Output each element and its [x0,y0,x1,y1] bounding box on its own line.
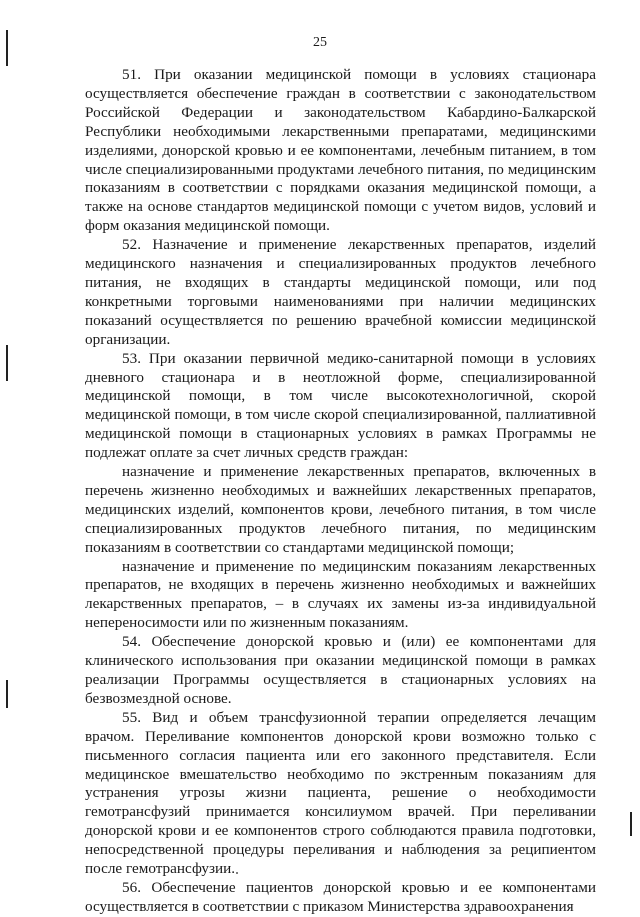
paragraph-51: 51. При оказании медицинской помощи в условиях стационара осуществляется обеспечение граждан в соответствии с законодательством Российской Федерации и законодательством Кабардино-Балкарской Республики необходимыми лекарственными препаратами, медицинскими изделиями, донорской кровью и ее компонентами, лечебным питанием, в том числе специализированными продуктами лечебного питания, по медицинским показаниям в соответствии с порядками оказания медицинской помощи, а также на основе стандартов медицинской помощи с учетом видов, условий и форм оказания медицинской помощи. [85,66,596,235]
paragraph-53-item-2: назначение и применение по медицинским показаниям лекарственных препаратов, не входящих в перечень жизненно необходимых и важнейших лекарственных препаратов, – в случаях их замены из-за индивидуальной непереносимости или по жизненным показаниям. [85,557,596,632]
document-body [85,66,596,917]
paragraph-53-item-1: назначение и применение лекарственных препаратов, включенных в перечень жизненно необходимых и важнейших лекарственных препаратов, медицинских изделий, компонентов крови, лечебного питания, в том числе специализированных продуктов лечебного питания, по медицинским показаниям в соответствии со стандартами медицинской помощи; [85,463,596,556]
paragraph-55: 55. Вид и объем трансфузионной терапии определяется лечащим врачом. Переливание компонентов донорской крови возможно только с письменного согласия пациента или его законного представителя. Если медицинское вмешательство необходимо по экстренным показаниям для устранения угрозы жизни пациента, решение о необходимости гемотрансфузий принимается консилиумом врачей. При переливании донорской крови и ее компонентов строго соблюдаются правила подготовки, непосредственной процедуры переливания и наблюдения за реципиентом после гемотрансфузии. [85,708,596,878]
scan-edge-mark [6,680,8,708]
paragraph-54: 54. Обеспечение донорской кровью и (или) ее компонентами для клинического использования при оказании медицинской помощи в рамках реализации Программы осуществляется в стационарных условиях на безвозмездной основе. [85,633,596,707]
scan-edge-mark [630,812,632,836]
paragraph-56: 56. Обеспечение пациентов донорской кровью и ее компонентами осуществляется в соответствии с приказом Министерства здравоохранения [85,878,596,915]
paragraph-53: 53. При оказании первичной медико-санитарной помощи в условиях дневного стационара и в неотложной форме, специализированной медицинской помощи, в том числе высокотехнологичной, скорой медицинской помощи, в том числе скорой специализированной, паллиативной медицинской помощи в стационарных условиях в рамках Программы не подлежат оплате за счет личных средств граждан: [85,349,596,462]
paragraph-52: 52. Назначение и применение лекарственных препаратов, изделий медицинского назначения и специализированных продуктов лечебного питания, не входящих в стандарты медицинской помощи, или под конкретными торговыми наименованиями при наличии медицинских показаний осуществляется по решению врачебной комиссии медицинской организации. [85,236,596,348]
page-number: 25 [313,35,327,50]
scan-edge-mark [6,345,8,381]
